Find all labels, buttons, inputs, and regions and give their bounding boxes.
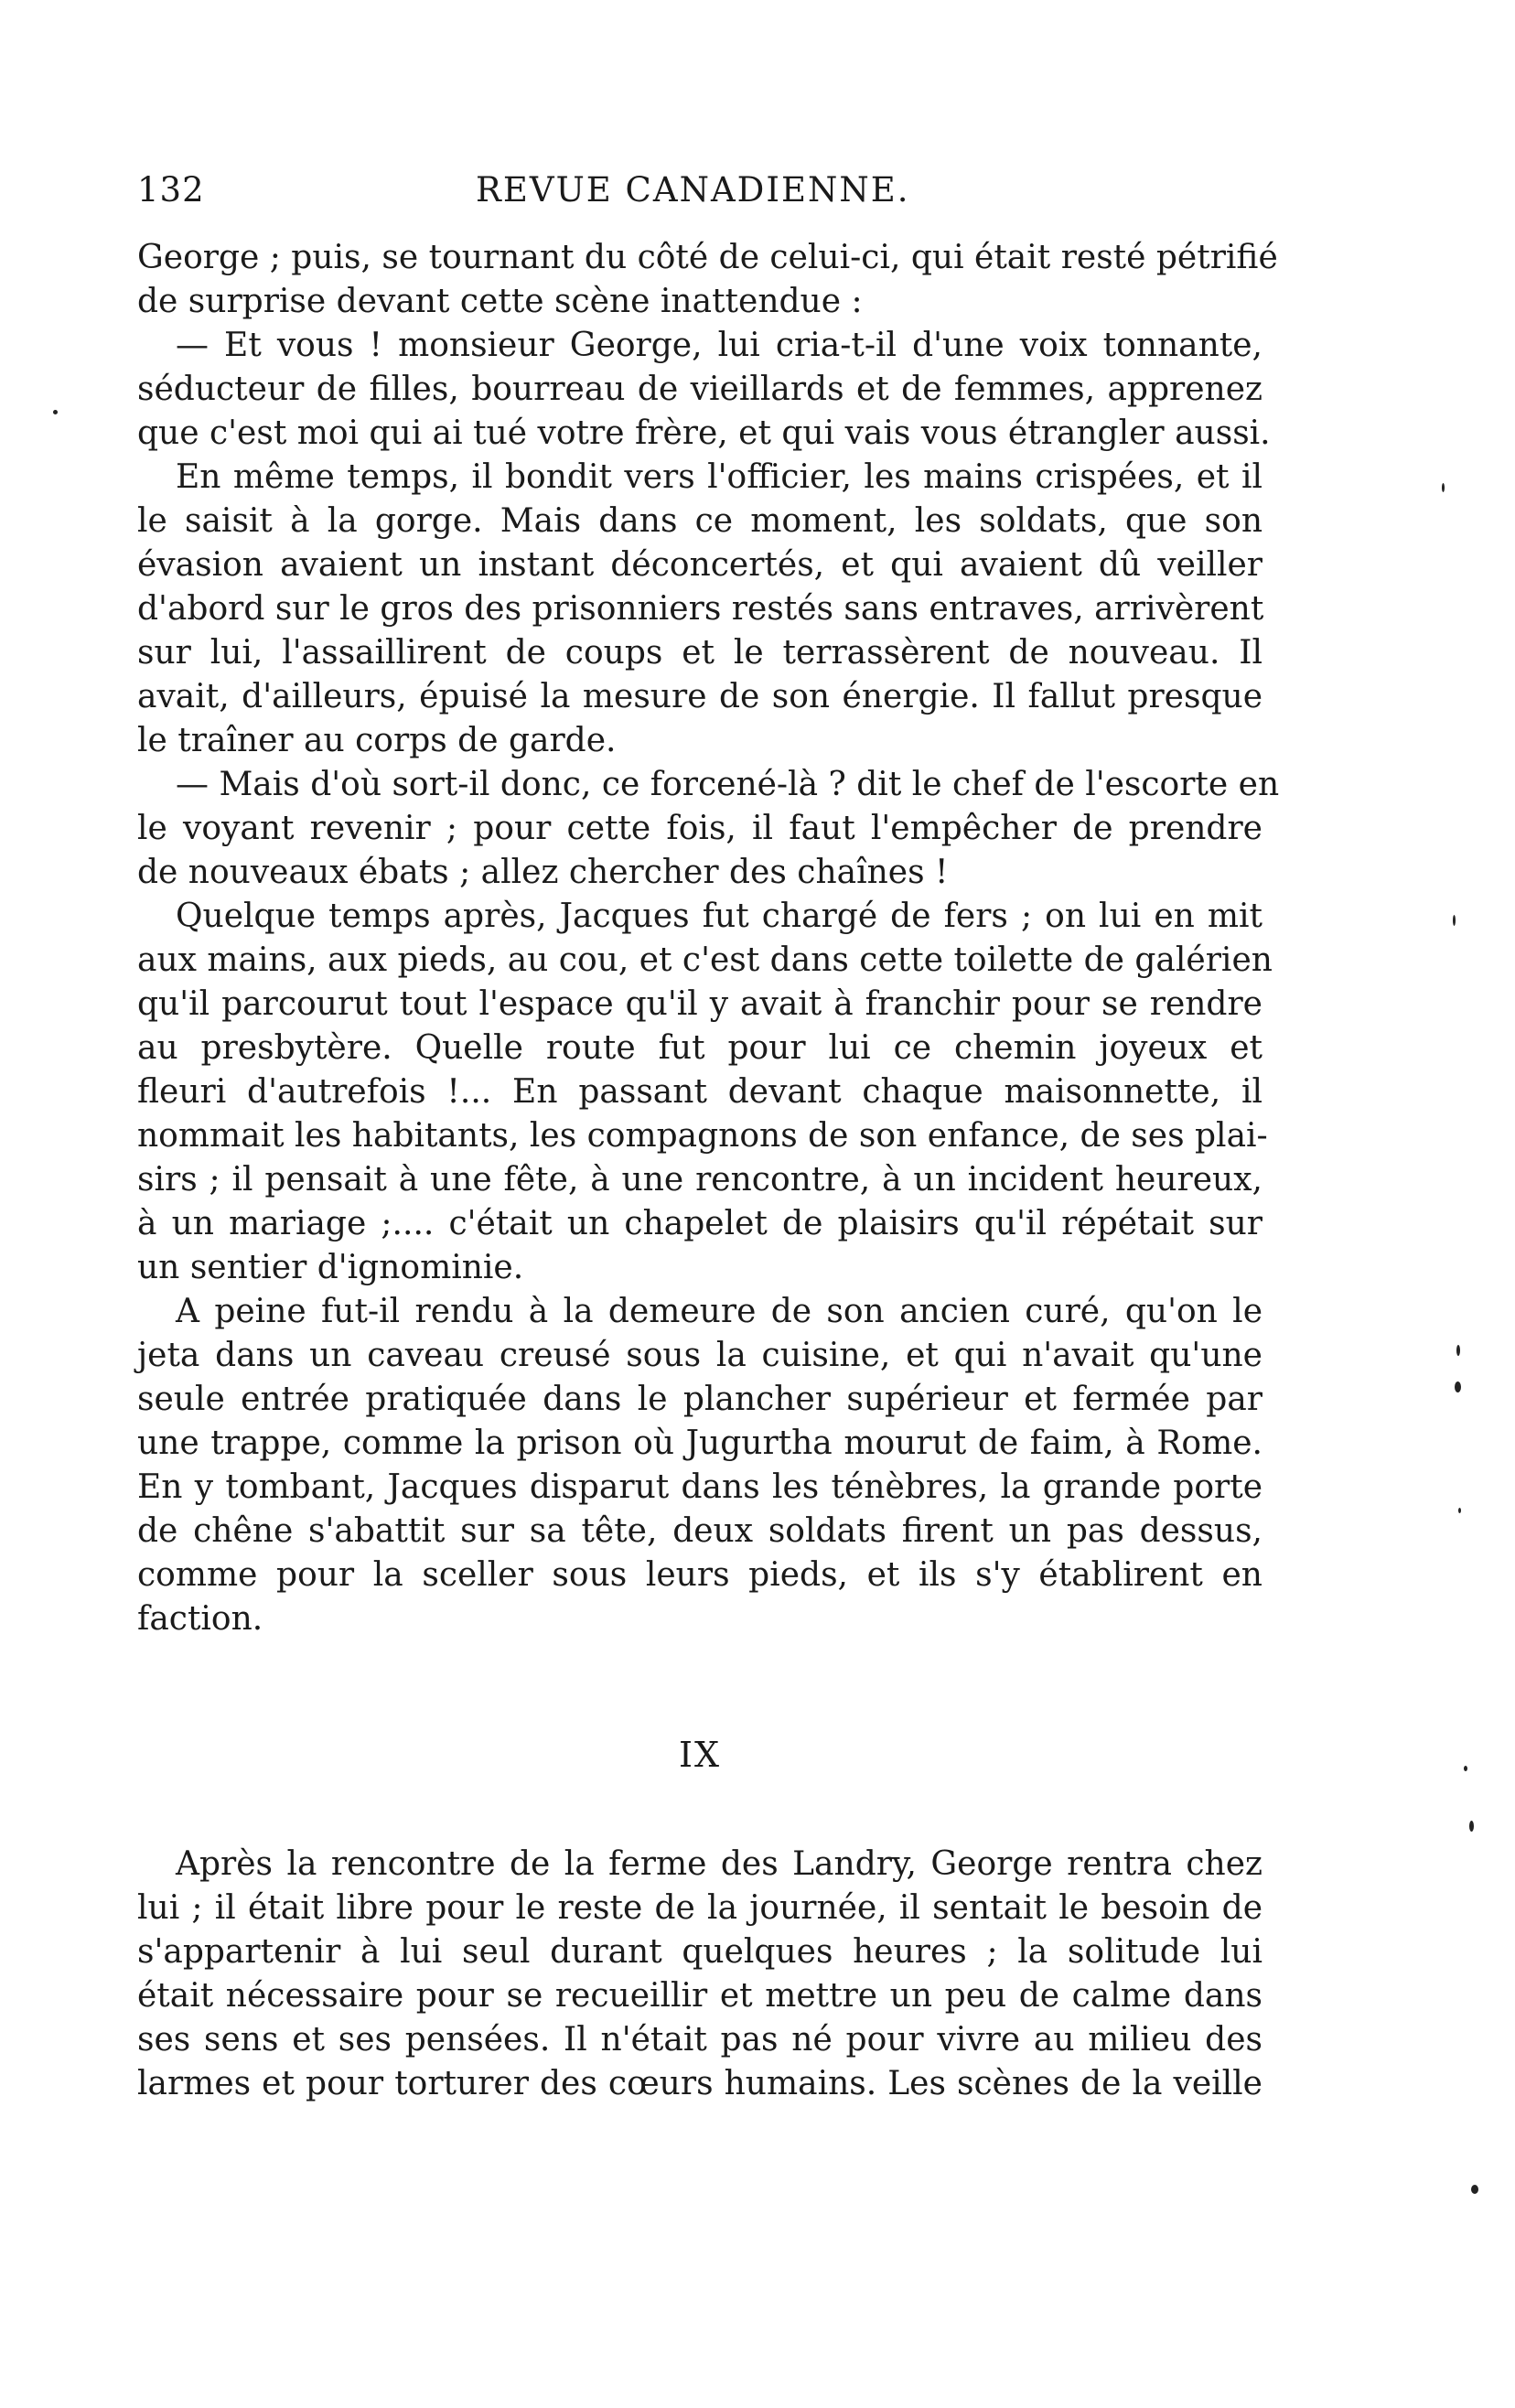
text-line: — Mais d'où sort-il donc, ce forcené-là ? dit le chef de l'escorte en [176, 766, 1280, 803]
text-line: larmes et pour torturer des cœurs humains. Les scènes de la veille [137, 2065, 1262, 2102]
page-header [137, 170, 1262, 216]
scan-speck [1442, 483, 1445, 492]
scan-speck [1456, 1345, 1460, 1356]
text-line: nommait les habitants, les compagnons de son enfance, de ses plai- [137, 1117, 1268, 1155]
text-line: jeta dans un caveau creusé sous la cuisine, et qui n'avait qu'une [137, 1337, 1262, 1374]
scan-speck [1453, 915, 1456, 926]
text-line: ses sens et ses pensées. Il n'était pas né pour vivre au milieu des [137, 2021, 1262, 2059]
text-line: une trappe, comme la prison où Jugurtha mourut de faim, à Rome. [137, 1424, 1262, 1462]
scan-speck [1464, 1766, 1467, 1771]
text-line: le voyant revenir ; pour cette fois, il faut l'empêcher de prendre [137, 810, 1262, 847]
text-line: En y tombant, Jacques disparut dans les ténèbres, la grande porte [137, 1468, 1262, 1506]
text-line: qu'il parcourut tout l'espace qu'il y avait à franchir pour se rendre [137, 985, 1262, 1023]
text-line: faction. [137, 1600, 263, 1638]
running-title: REVUE CANADIENNE. [476, 170, 910, 210]
text-line: au presbytère. Quelle route fut pour lui ce chemin joyeux et [137, 1029, 1262, 1067]
text-line: le saisit à la gorge. Mais dans ce moment, les soldats, que son [137, 502, 1262, 540]
text-line: — Et vous ! monsieur George, lui cria-t-il d'une voix tonnante, [176, 327, 1262, 364]
text-line: avait, d'ailleurs, épuisé la mesure de son énergie. Il fallut presque [137, 678, 1262, 715]
text-line: Quelque temps après, Jacques fut chargé de fers ; on lui en mit [176, 898, 1262, 935]
text-line: de nouveaux ébats ; allez chercher des chaînes ! [137, 854, 949, 891]
text-line: comme pour la sceller sous leurs pieds, et ils s'y établirent en [137, 1556, 1262, 1594]
text-line: En même temps, il bondit vers l'officier, les mains crispées, et il [176, 458, 1262, 496]
scan-speck [1471, 2185, 1478, 2194]
text-line: s'appartenir à lui seul durant quelques heures ; la solitude lui [137, 1933, 1262, 1971]
text-line: un sentier d'ignominie. [137, 1249, 524, 1286]
text-line: Après la rencontre de la ferme des Landry, George rentra chez [176, 1845, 1262, 1883]
text-line: d'abord sur le gros des prisonniers restés sans entraves, arrivèrent [137, 590, 1264, 628]
scan-speck [1469, 1821, 1474, 1832]
text-line: que c'est moi qui ai tué votre frère, et qui vais vous étrangler aussi. [137, 414, 1271, 452]
text-line: de chêne s'abattit sur sa tête, deux soldats firent un pas dessus, [137, 1512, 1262, 1550]
text-line: sur lui, l'assaillirent de coups et le terrassèrent de nouveau. Il [137, 634, 1262, 672]
body-text-block [137, 236, 1280, 1641]
text-line: A peine fut-il rendu à la demeure de son ancien curé, qu'on le [176, 1293, 1262, 1330]
text-line: séducteur de filles, bourreau de vieillards et de femmes, apprenez [137, 371, 1262, 408]
text-line: sirs ; il pensait à une fête, à une rencontre, à un incident heureux, [137, 1161, 1262, 1199]
page-number: 132 [137, 170, 205, 210]
text-line: était nécessaire pour se recueillir et mettre un peu de calme dans [137, 1977, 1262, 2015]
scan-speck [1455, 1381, 1461, 1392]
section-heading: IX [678, 1735, 722, 1775]
text-line: à un mariage ;.... c'était un chapelet de plaisirs qu'il répétait sur [137, 1205, 1262, 1242]
text-line: George ; puis, se tournant du côté de celui-ci, qui était resté pétrifié [137, 239, 1278, 276]
text-line: fleuri d'autrefois !... En passant devant chaque maisonnette, il [137, 1073, 1262, 1111]
text-line: évasion avaient un instant déconcertés, et qui avaient dû veiller [137, 546, 1262, 584]
text-line: le traîner au corps de garde. [137, 722, 617, 759]
text-line: de surprise devant cette scène inattendue : [137, 283, 863, 320]
body-text-block-continued [137, 1843, 1262, 2106]
scan-speck [1458, 1508, 1461, 1513]
scan-speck [53, 410, 58, 414]
text-line: aux mains, aux pieds, au cou, et c'est dans cette toilette de galérien [137, 941, 1273, 979]
text-line: seule entrée pratiquée dans le plancher supérieur et fermée par [137, 1381, 1262, 1418]
text-line: lui ; il était libre pour le reste de la journée, il sentait le besoin de [137, 1889, 1262, 1927]
